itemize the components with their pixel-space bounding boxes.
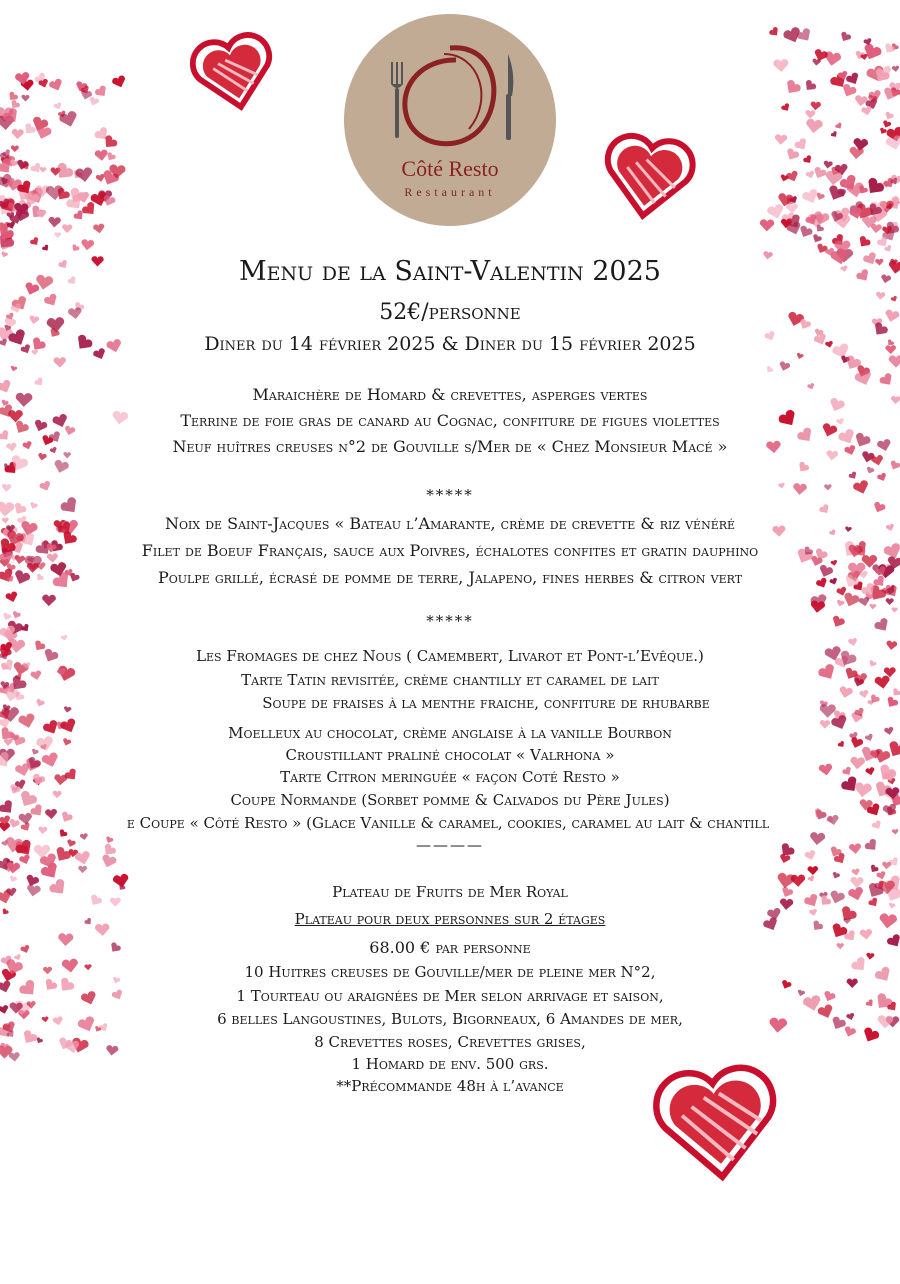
dessert-item: Tarte Citron meringuée « façon Coté Resto » [280, 768, 620, 786]
dessert-item: Moelleux au chocolat, crème anglaise à la vanille Bourbon [228, 724, 672, 742]
heart-confetti-item [807, 875, 815, 883]
heart-confetti-item [888, 902, 895, 909]
heart-confetti-item [42, 594, 56, 606]
heart-confetti-item [810, 101, 821, 110]
heart-confetti-item [10, 365, 17, 372]
fork-icon [391, 62, 403, 138]
heart-confetti-item [870, 223, 882, 233]
heart-confetti-item [802, 79, 817, 94]
main-item: Noix de Saint-Jacques « Bateau l’Amarante, crème de crevette & riz vénéré [164, 514, 736, 533]
heart-confetti-item [784, 147, 800, 162]
heart-confetti-item [111, 75, 127, 90]
heart-confetti-item [29, 236, 40, 247]
heart-confetti-item [805, 170, 815, 179]
heart-confetti-item [52, 459, 69, 475]
heart-confetti-item [849, 147, 864, 160]
heart-confetti-item [783, 78, 802, 97]
heart-confetti-item [815, 243, 828, 255]
heart-confetti-item [62, 224, 73, 233]
heart-confetti-item [865, 466, 874, 475]
heart-confetti-item [805, 110, 815, 119]
heart-confetti-item [854, 95, 868, 107]
heart-confetti-item [778, 361, 791, 373]
heart-confetti-item [81, 239, 95, 251]
plateau-item: 1 Tourteau ou araignées de Mer selon arrivage et saison, [236, 987, 664, 1005]
heart-confetti-item [774, 134, 787, 145]
heart-confetti-item [835, 122, 844, 130]
plateau-price: 68.00 € par personne [369, 938, 531, 957]
heart-confetti-item [882, 862, 891, 870]
heart-confetti-item [812, 166, 828, 181]
logo-name: Côté Resto [401, 156, 499, 181]
heart-confetti-item [94, 84, 110, 99]
dessert-item: e Coupe « Côté Resto » (Glace Vanille & caramel, cookies, caramel au lait & chantill [126, 814, 770, 832]
heart-confetti-item [811, 233, 822, 244]
starter-item: Maraichère de Homard & crevettes, asperges vertes [252, 385, 648, 404]
heart-confetti-item [801, 188, 820, 206]
heart-confetti-item [765, 365, 774, 374]
heart-icon [186, 26, 282, 122]
plateau-item: 6 belles Langoustines, Bulots, Bigorneaux, 6 Amandes de mer, [217, 1010, 683, 1028]
heart-confetti-item [836, 599, 845, 607]
heart-confetti-item [39, 167, 46, 173]
heart-confetti-item [793, 137, 809, 153]
heart-confetti-item [889, 355, 900, 367]
heart-confetti-item [831, 871, 840, 879]
heart-confetti-item [22, 122, 37, 137]
heart-confetti-item [48, 78, 64, 93]
heart-confetti-item [78, 866, 87, 874]
heart-confetti-item [839, 31, 852, 44]
separator: ***** [426, 486, 474, 504]
heart-confetti-item [54, 232, 61, 238]
heart-confetti-item [884, 111, 895, 121]
heart-confetti-item [851, 868, 860, 876]
heart-confetti-item [94, 149, 108, 161]
plateau-item: 8 Crevettes roses, Crevettes grises, [314, 1033, 586, 1051]
heart-confetti-item [889, 460, 900, 472]
main-item: Poulpe grillé, écrasé de pomme de terre, Jalapeno, fines herbes & citron vert [157, 568, 743, 587]
heart-confetti-item [848, 471, 858, 481]
heart-confetti-item [780, 102, 791, 113]
dessert-item: Tarte Tatin revisitée, crème chantilly et caramel de lait [241, 671, 659, 689]
restaurant-logo [344, 14, 556, 226]
plateau-note: **Précommande 48h à l’avance [336, 1077, 564, 1095]
main-item: Filet de Boeuf Français, sauce aux Poivres, échalotes confites et gratin dauphino [141, 541, 759, 560]
heart-confetti-item [21, 95, 29, 102]
dessert-item: Les Fromages de chez Nous ( Camembert, Livarot et Pont-l’Evêque.) [196, 647, 704, 665]
heart-confetti-item [863, 176, 886, 198]
starter-item: Terrine de foie gras de canard au Cognac, confiture de figues violettes [180, 411, 720, 430]
plateau-item: 10 Huitres creuses de Gouville/mer de pleine mer N°2, [244, 963, 656, 981]
heart-confetti-item [856, 235, 871, 250]
heart-confetti-item [93, 223, 106, 234]
heart-confetti-item [807, 866, 818, 875]
heart-confetti-item [882, 120, 892, 129]
menu-dates: Diner du 14 février 2025 & Diner du 15 février 2025 [204, 333, 696, 355]
heart-confetti-item [760, 219, 775, 231]
heart-confetti-item [861, 42, 883, 62]
heart-confetti-item [848, 638, 858, 647]
heart-confetti-item [869, 604, 876, 610]
heart-confetti-item [786, 203, 798, 214]
menu-title: Menu de la Saint-Valentin 2025 [239, 256, 661, 287]
heart-confetti-item [885, 598, 893, 605]
heart-confetti-item [11, 129, 23, 140]
heart-confetti-item [877, 472, 888, 482]
starter-item: Neuf huîtres creuses n°2 de Gouville s/Mer de « Chez Monsieur Macé » [172, 437, 728, 456]
heart-confetti-item [823, 160, 833, 169]
heart-icon [598, 128, 698, 228]
heart-confetti-item [875, 291, 885, 300]
heart-confetti-item [18, 854, 31, 866]
heart-confetti-item [100, 853, 118, 869]
dessert-item: Coupe Normande (Sorbet pomme & Calvados du Père Jules) [230, 791, 670, 809]
heart-confetti-item [796, 461, 810, 475]
heart-confetti-item [830, 131, 838, 139]
dessert-item: Soupe de fraises à la menthe fraiche, confiture de rhubarbe [262, 694, 710, 712]
separator: ***** [426, 612, 474, 630]
heart-confetti-item [773, 59, 789, 72]
logo-subtitle: Restaurant [404, 185, 496, 199]
heart-confetti-item [5, 591, 19, 604]
heart-confetti-item [802, 154, 813, 165]
heart-confetti-item [879, 127, 888, 135]
heart-confetti-item [768, 26, 781, 38]
heart-confetti-item [41, 244, 50, 253]
heart-confetti-item [805, 118, 823, 134]
separator: ———— [416, 836, 484, 854]
heart-confetti-item [876, 871, 887, 881]
dessert-item: Croustillant praliné chocolat « Valrhona » [285, 746, 615, 764]
plateau-title: Plateau de Fruits de Mer Royal [332, 883, 568, 901]
plateau-item: 1 Homard de env. 500 grs. [351, 1055, 549, 1073]
heart-confetti-item [830, 560, 837, 567]
heart-confetti-item [81, 201, 99, 219]
heart-confetti-item [70, 244, 80, 253]
menu-price: 52€/personne [379, 300, 521, 325]
heart-confetti-item [61, 634, 69, 641]
heart-confetti-item [11, 145, 19, 152]
heart-confetti-item [53, 357, 66, 368]
heart-confetti-item [797, 225, 813, 240]
knife-icon [506, 54, 513, 140]
heart-confetti-item [53, 102, 62, 111]
plateau-subtitle: Plateau pour deux personnes sur 2 étages [294, 910, 606, 928]
heart-confetti-item [75, 167, 94, 183]
heart-confetti-item [858, 596, 870, 607]
heart-confetti-item [88, 96, 100, 107]
heart-confetti-item [48, 217, 61, 228]
heart-confetti-item [892, 65, 900, 72]
heart-confetti-item [842, 591, 861, 608]
